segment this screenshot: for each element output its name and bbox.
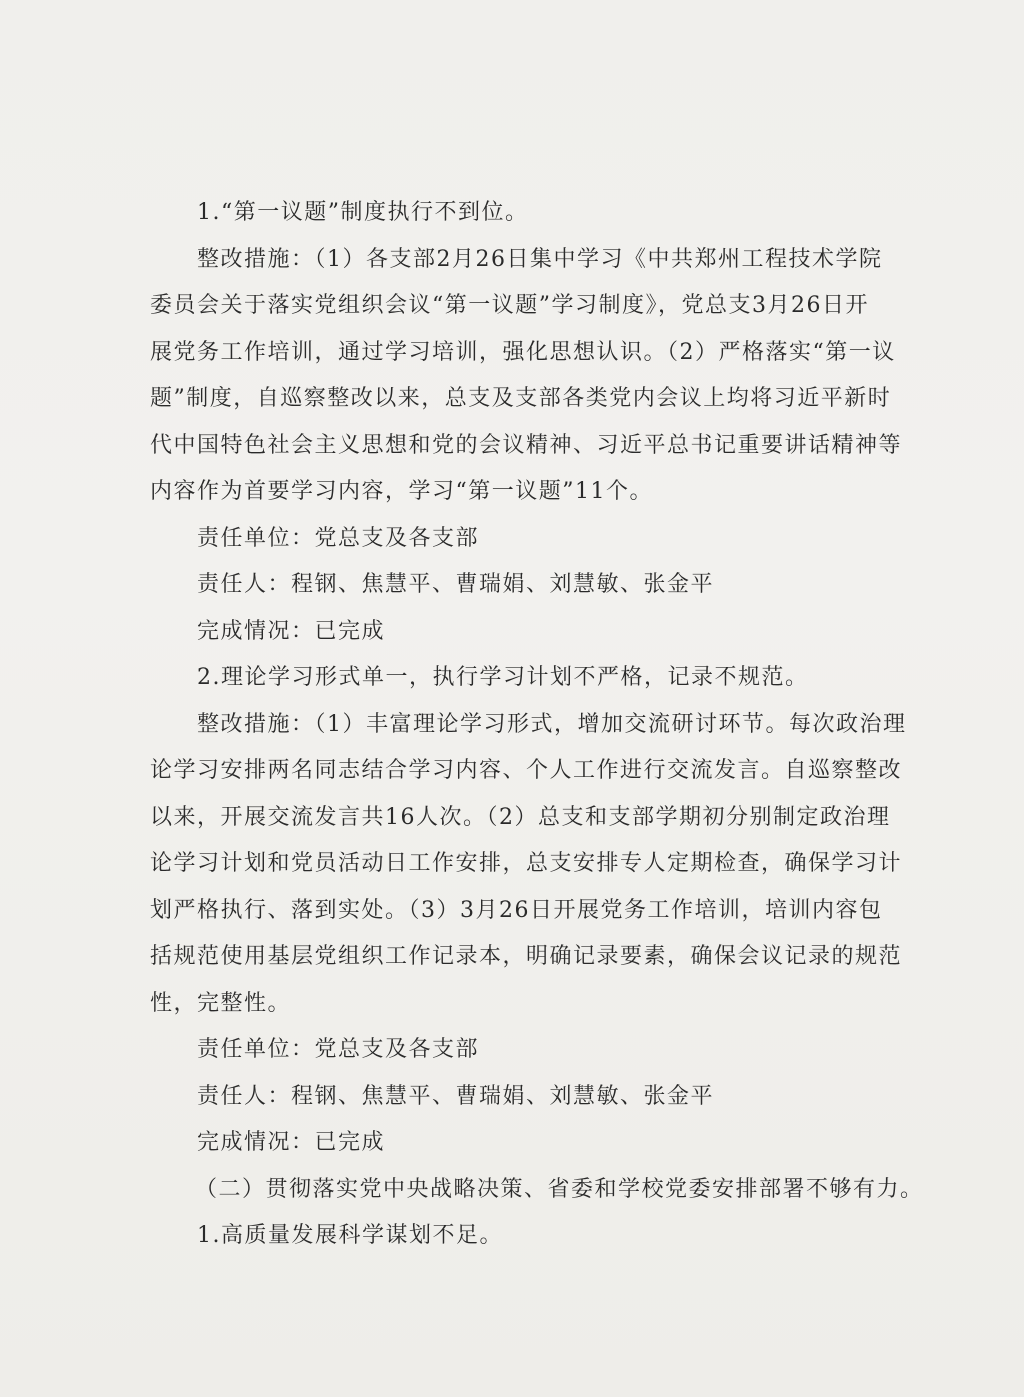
paragraph-line: 委员会关于落实党组织会议“第一议题”学习制度》，党总支3月26日开	[150, 293, 869, 318]
paragraph-line: 展党务工作培训，通过学习培训，强化思想认识。（2）严格落实“第一议	[150, 339, 896, 365]
item-heading: 1.高质量发展科学谋划不足。	[197, 1223, 503, 1248]
paragraph-line: 划严格执行、落到实处。（3）3月26日开展党务工作培训，培训内容包	[150, 897, 883, 923]
paragraph-line: 题”制度，自巡察整改以来，总支及支部各类党内会议上均将习近平新时	[150, 386, 892, 411]
paragraph-line: 整改措施：（1）丰富理论学习形式，增加交流研讨环节。每次政治理	[197, 711, 907, 737]
responsible-unit: 责任单位：党总支及各支部	[197, 525, 480, 551]
paragraph-line: 以来，开展交流发言共16人次。（2）总支和支部学期初分别制定政治理	[150, 804, 891, 830]
paragraph-line: 整改措施：（1）各支部2月26日集中学习《中共郑州工程技术学院	[197, 246, 883, 272]
completion-status: 完成情况：已完成	[197, 1130, 386, 1155]
responsible-persons: 责任人：程钢、焦慧平、曹瑞娟、刘慧敏、张金平	[197, 1083, 715, 1109]
paragraph-line: 论学习计划和党员活动日工作安排，总支安排专人定期检查，确保学习计	[150, 851, 903, 876]
item-heading: 2.理论学习形式单一，执行学习计划不严格，记录不规范。	[197, 665, 809, 690]
paragraph-line: 论学习安排两名同志结合学习内容、个人工作进行交流发言。自巡察整改	[150, 758, 903, 783]
paragraph-line: 括规范使用基层党组织工作记录本，明确记录要素，确保会议记录的规范	[150, 944, 903, 969]
section-heading: （二）贯彻落实党中央战略决策、省委和学校党委安排部署不够有力。	[195, 1176, 924, 1202]
completion-status: 完成情况：已完成	[197, 618, 386, 644]
item-heading: 1.“第一议题”制度执行不到位。	[197, 200, 529, 225]
document-body	[150, 190, 924, 1260]
paragraph-line: 内容作为首要学习内容，学习“第一议题”11个。	[150, 479, 653, 504]
responsible-persons: 责任人：程钢、焦慧平、曹瑞娟、刘慧敏、张金平	[197, 572, 715, 597]
responsible-unit: 责任单位：党总支及各支部	[197, 1037, 480, 1062]
paragraph-line: 性，完整性。	[150, 990, 292, 1016]
paragraph-line: 代中国特色社会主义思想和党的会议精神、习近平总书记重要讲话精神等	[150, 432, 903, 458]
